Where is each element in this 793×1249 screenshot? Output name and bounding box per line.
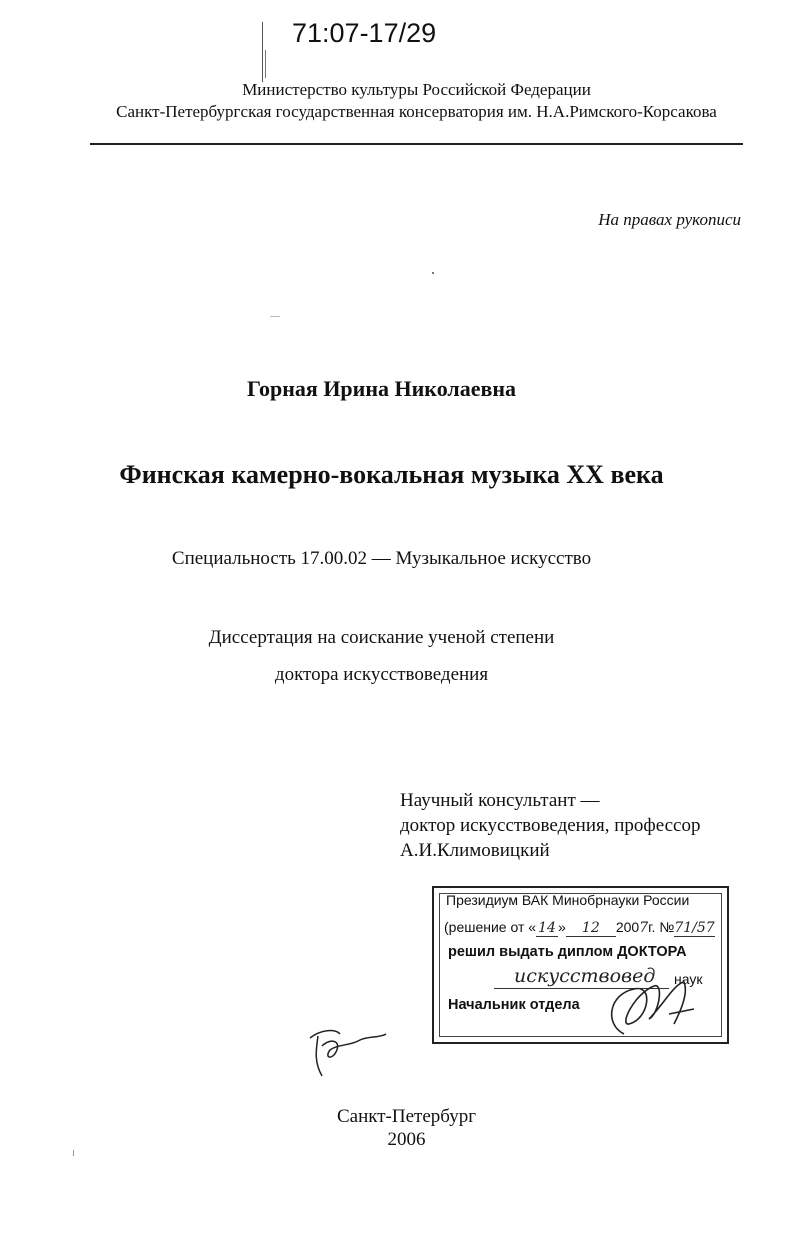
- stamp-field-handwritten: искусствовед: [514, 965, 656, 987]
- stamp-signature-icon: [594, 974, 704, 1044]
- vak-stamp: [432, 886, 729, 1044]
- author-name: Горная Ирина Николаевна: [246, 376, 517, 401]
- initials-signature-icon: [300, 1020, 390, 1080]
- header-divider: [90, 143, 743, 145]
- stamp-line-3: решил выдать диплом ДОКТОРА: [448, 944, 687, 960]
- consultant-title: доктор искусствоведения, профессор: [400, 815, 701, 836]
- dissertation-title: Финская камерно-вокальная музыка XX века: [119, 460, 664, 489]
- stamp-decision-prefix: (решение от «: [444, 919, 537, 935]
- consultant-label: Научный консультант —: [400, 790, 600, 811]
- degree-line-1: Диссертация на соискание ученой степени: [208, 627, 555, 648]
- city: Санкт-Петербург: [336, 1106, 476, 1127]
- stamp-decision-year-suffix: г. №: [648, 919, 675, 935]
- stamp-decision-number: 71/57: [674, 920, 715, 936]
- archive-code: 71:07-17/29: [292, 18, 437, 48]
- institution-heading: Санкт-Петербургская государственная консерватория им. Н.А.Римского-Корсакова: [116, 102, 717, 121]
- scan-speck: [432, 272, 434, 274]
- consultant-name: А.И.Климовицкий: [400, 840, 550, 861]
- margin-line: [262, 22, 263, 82]
- stamp-decision-year-prefix: 200: [615, 919, 640, 935]
- stamp-line-5: Начальник отдела: [448, 997, 580, 1013]
- degree-line-2: доктора искусствоведения: [274, 664, 489, 685]
- stamp-decision-year-digit: 7: [639, 920, 649, 936]
- scan-speck: [270, 316, 280, 317]
- stamp-decision-line: [444, 919, 715, 937]
- stamp-decision-month: 12: [566, 920, 616, 937]
- rights-notice: На правах рукописи: [598, 210, 741, 229]
- stamp-line-4-suffix: наук: [674, 971, 703, 987]
- margin-line-secondary: [265, 50, 266, 78]
- ministry-heading: Министерство культуры Российской Федерации: [242, 80, 591, 99]
- scan-speck: [73, 1150, 74, 1156]
- stamp-decision-day: 14: [536, 920, 558, 937]
- stamp-decision-mid: »: [558, 919, 566, 935]
- year: 2006: [387, 1129, 426, 1150]
- stamp-line-1: Президиум ВАК Минобрнауки России: [446, 892, 690, 908]
- specialty: Специальность 17.00.02 — Музыкальное искусство: [171, 548, 592, 569]
- consultant-block: [400, 788, 701, 863]
